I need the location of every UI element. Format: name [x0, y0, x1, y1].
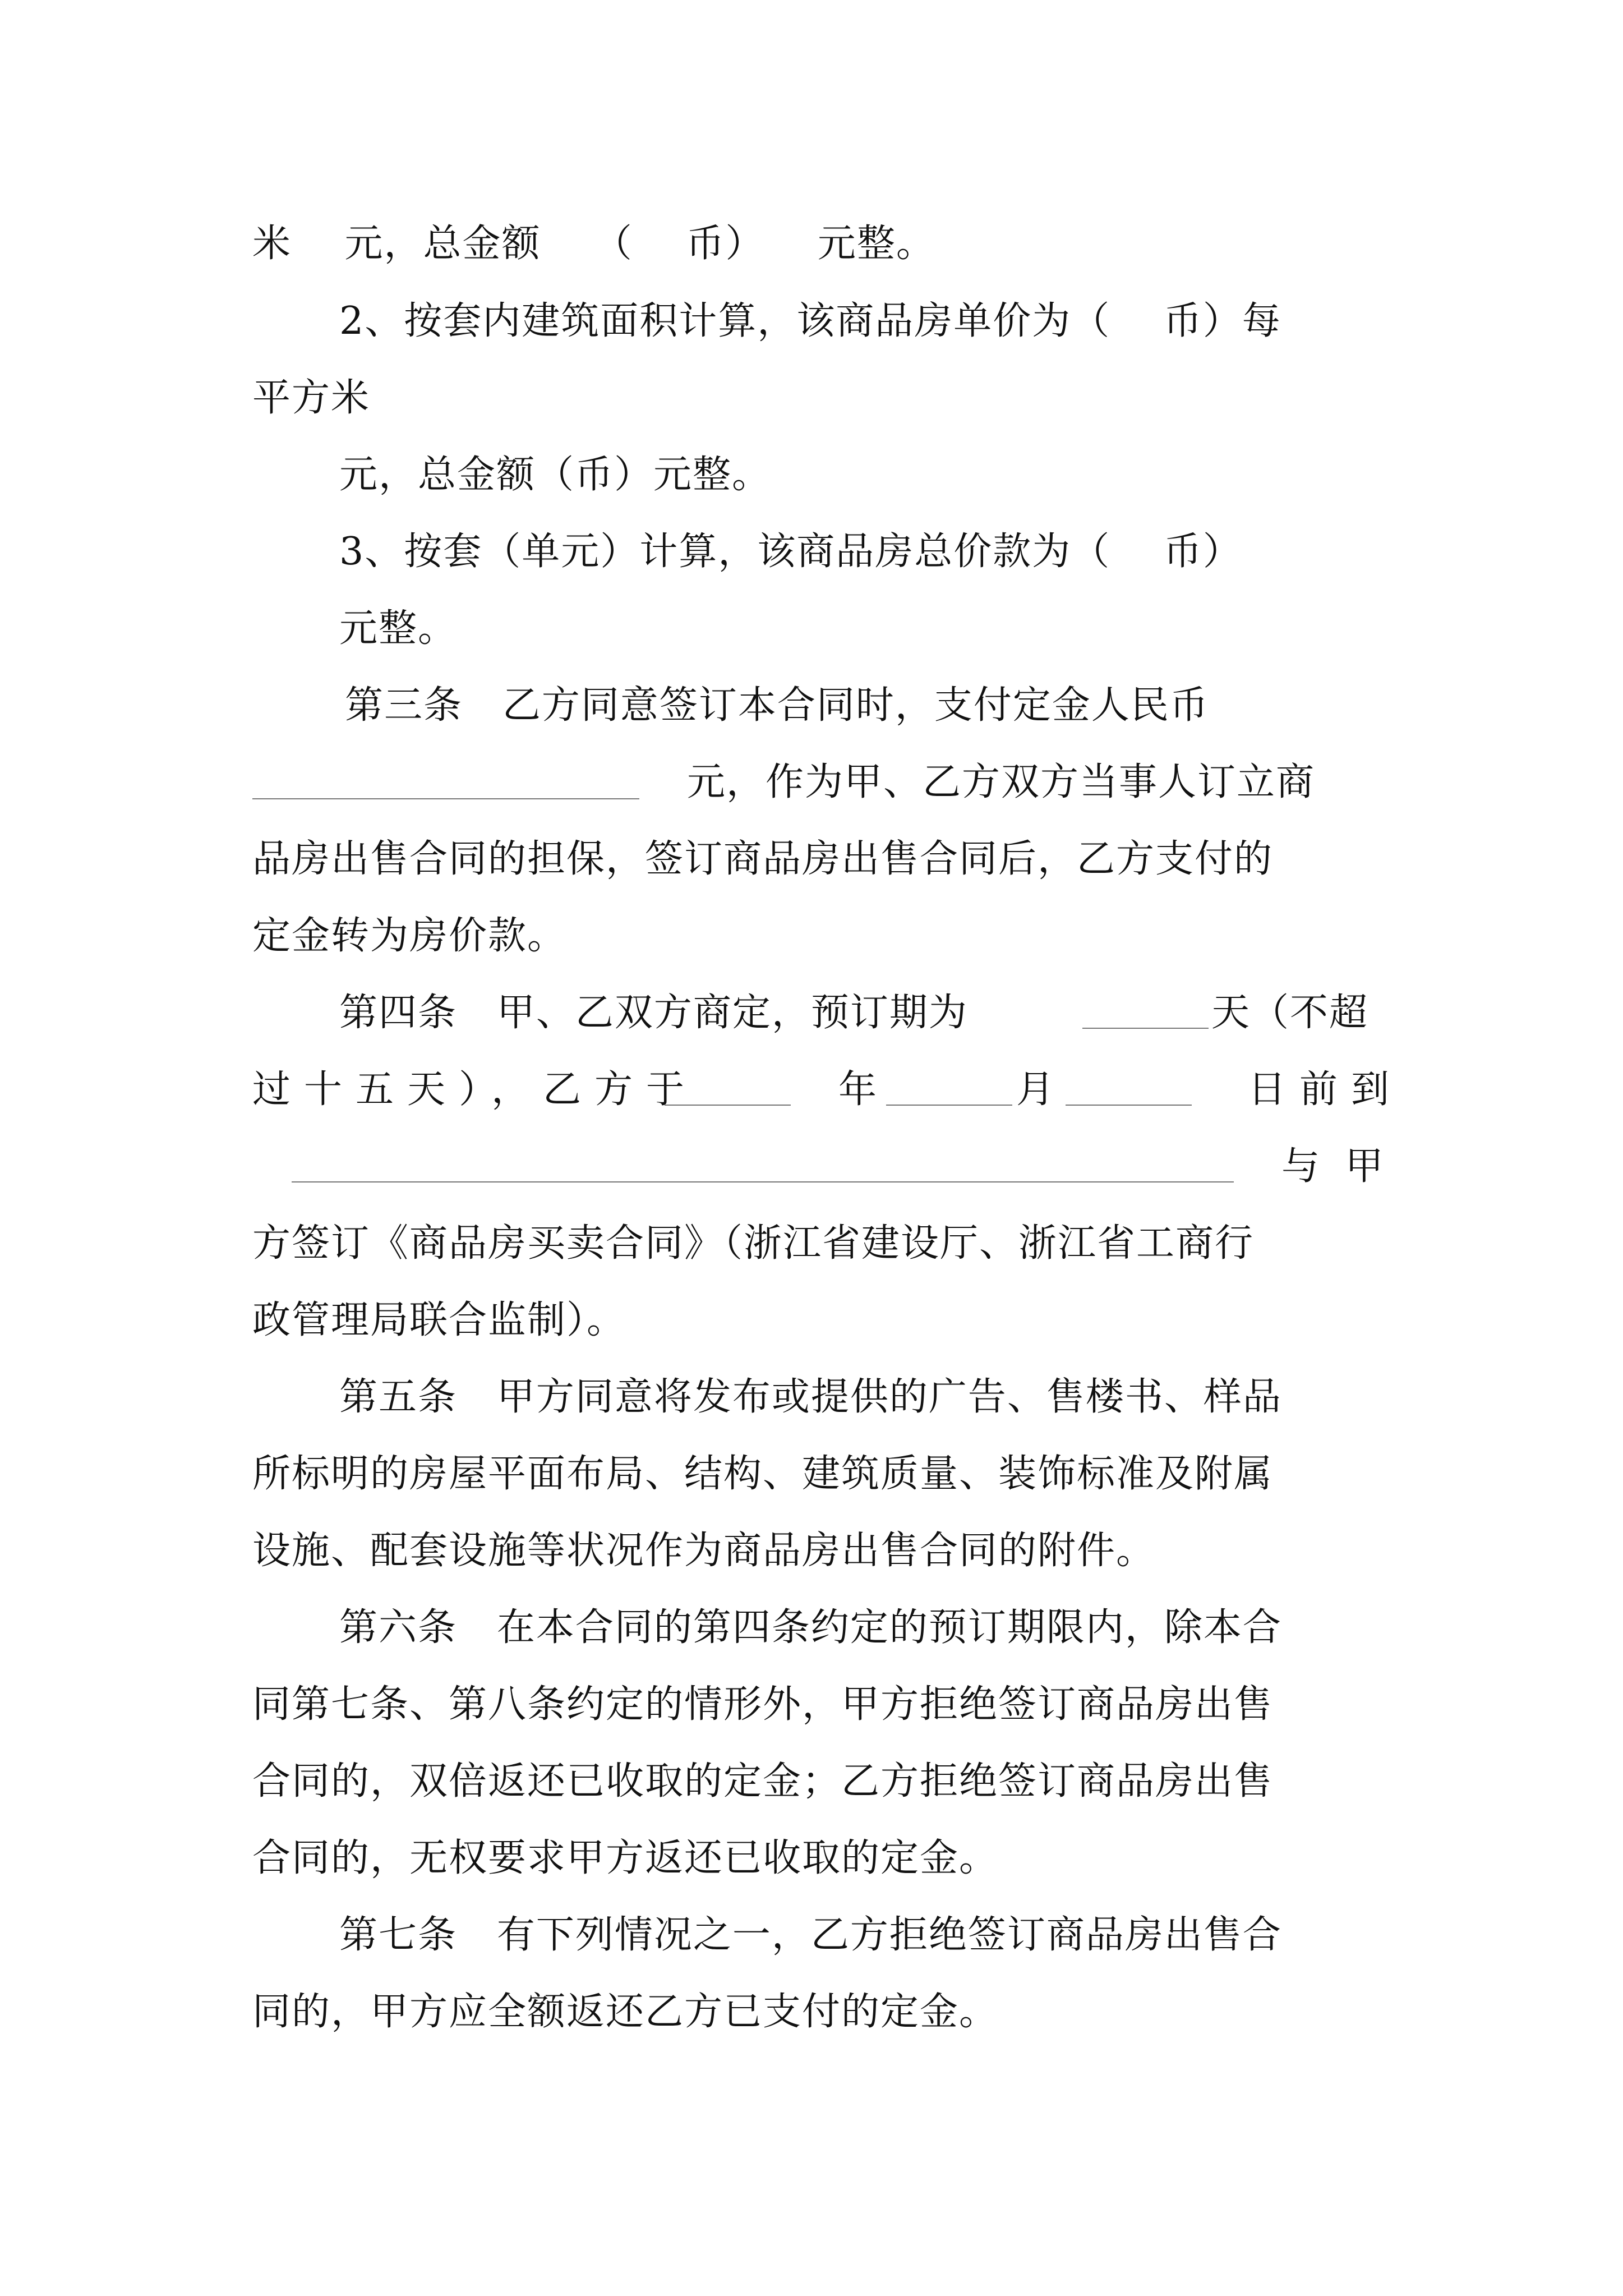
- year-label: 年: [838, 1068, 878, 1112]
- year-blank: [665, 1105, 791, 1106]
- text-line: 方签订《商品房买卖合同》（浙江省建设厅、浙江省工商行: [252, 1221, 1255, 1266]
- month-blank: [886, 1105, 1012, 1106]
- day-blank: [1066, 1105, 1192, 1106]
- text-line: 设施、配套设施等状况作为商品房出售合同的附件。: [252, 1529, 1156, 1573]
- text-line: 过十五天），乙方于: [252, 1068, 698, 1112]
- article-5-heading-line: 第五条 甲方同意将发布或提供的广告、售楼书、样品: [339, 1375, 1282, 1419]
- text-line: 定金转为房价款。: [252, 914, 567, 958]
- article-7-heading-line: 第七条 有下列情况之一，乙方拒绝签订商品房出售合: [339, 1913, 1282, 1957]
- text-line: 2、按套内建筑面积计算，该商品房单价为（ 币）每: [339, 299, 1281, 343]
- text-line: 品房出售合同的担保，签订商品房出售合同后，乙方支付的: [252, 837, 1274, 881]
- text-line: 同的，甲方应全额返还乙方已支付的定金。: [252, 1990, 999, 2034]
- text-line: 元，作为甲、乙方双方当事人订立商: [687, 760, 1316, 804]
- text-line: 平方米: [252, 376, 371, 420]
- location-blank: [292, 1181, 1234, 1182]
- text-line: 日前到: [1248, 1068, 1403, 1112]
- article-4-heading-line: 第四条 甲、乙双方商定，预订期为: [339, 991, 968, 1035]
- text-line: 所标明的房屋平面布局、结构、建筑质量、装饰标准及附属: [252, 1452, 1274, 1496]
- text-line: 米 元，总金额 （ 币） 元整。: [252, 222, 935, 266]
- text-line: 合同的，无权要求甲方返还已收取的定金。: [252, 1836, 999, 1880]
- days-blank: [1082, 1028, 1209, 1029]
- text-line: 与 甲: [1281, 1144, 1390, 1189]
- text-line: 同第七条、第八条约定的情形外，甲方拒绝签订商品房出售: [252, 1682, 1274, 1727]
- text-line: 合同的，双倍返还已收取的定金；乙方拒绝签订商品房出售: [252, 1759, 1274, 1803]
- text-line: 3、按套（单元）计算，该商品房总价款为（ 币）: [339, 530, 1242, 574]
- month-label: 月: [1016, 1068, 1056, 1112]
- article-3-heading-line: 第三条 乙方同意签订本合同时，支付定金人民币: [345, 683, 1209, 728]
- text-line: 元，总金额（币）元整。: [339, 453, 772, 497]
- text-line: 政管理局联合监制）。: [252, 1298, 626, 1342]
- text-line: 元整。: [339, 606, 458, 651]
- article-6-heading-line: 第六条 在本合同的第四条约定的预订期限内，除本合: [339, 1605, 1282, 1650]
- deposit-amount-blank: [252, 798, 639, 799]
- text-line: 天（不超: [1211, 991, 1369, 1035]
